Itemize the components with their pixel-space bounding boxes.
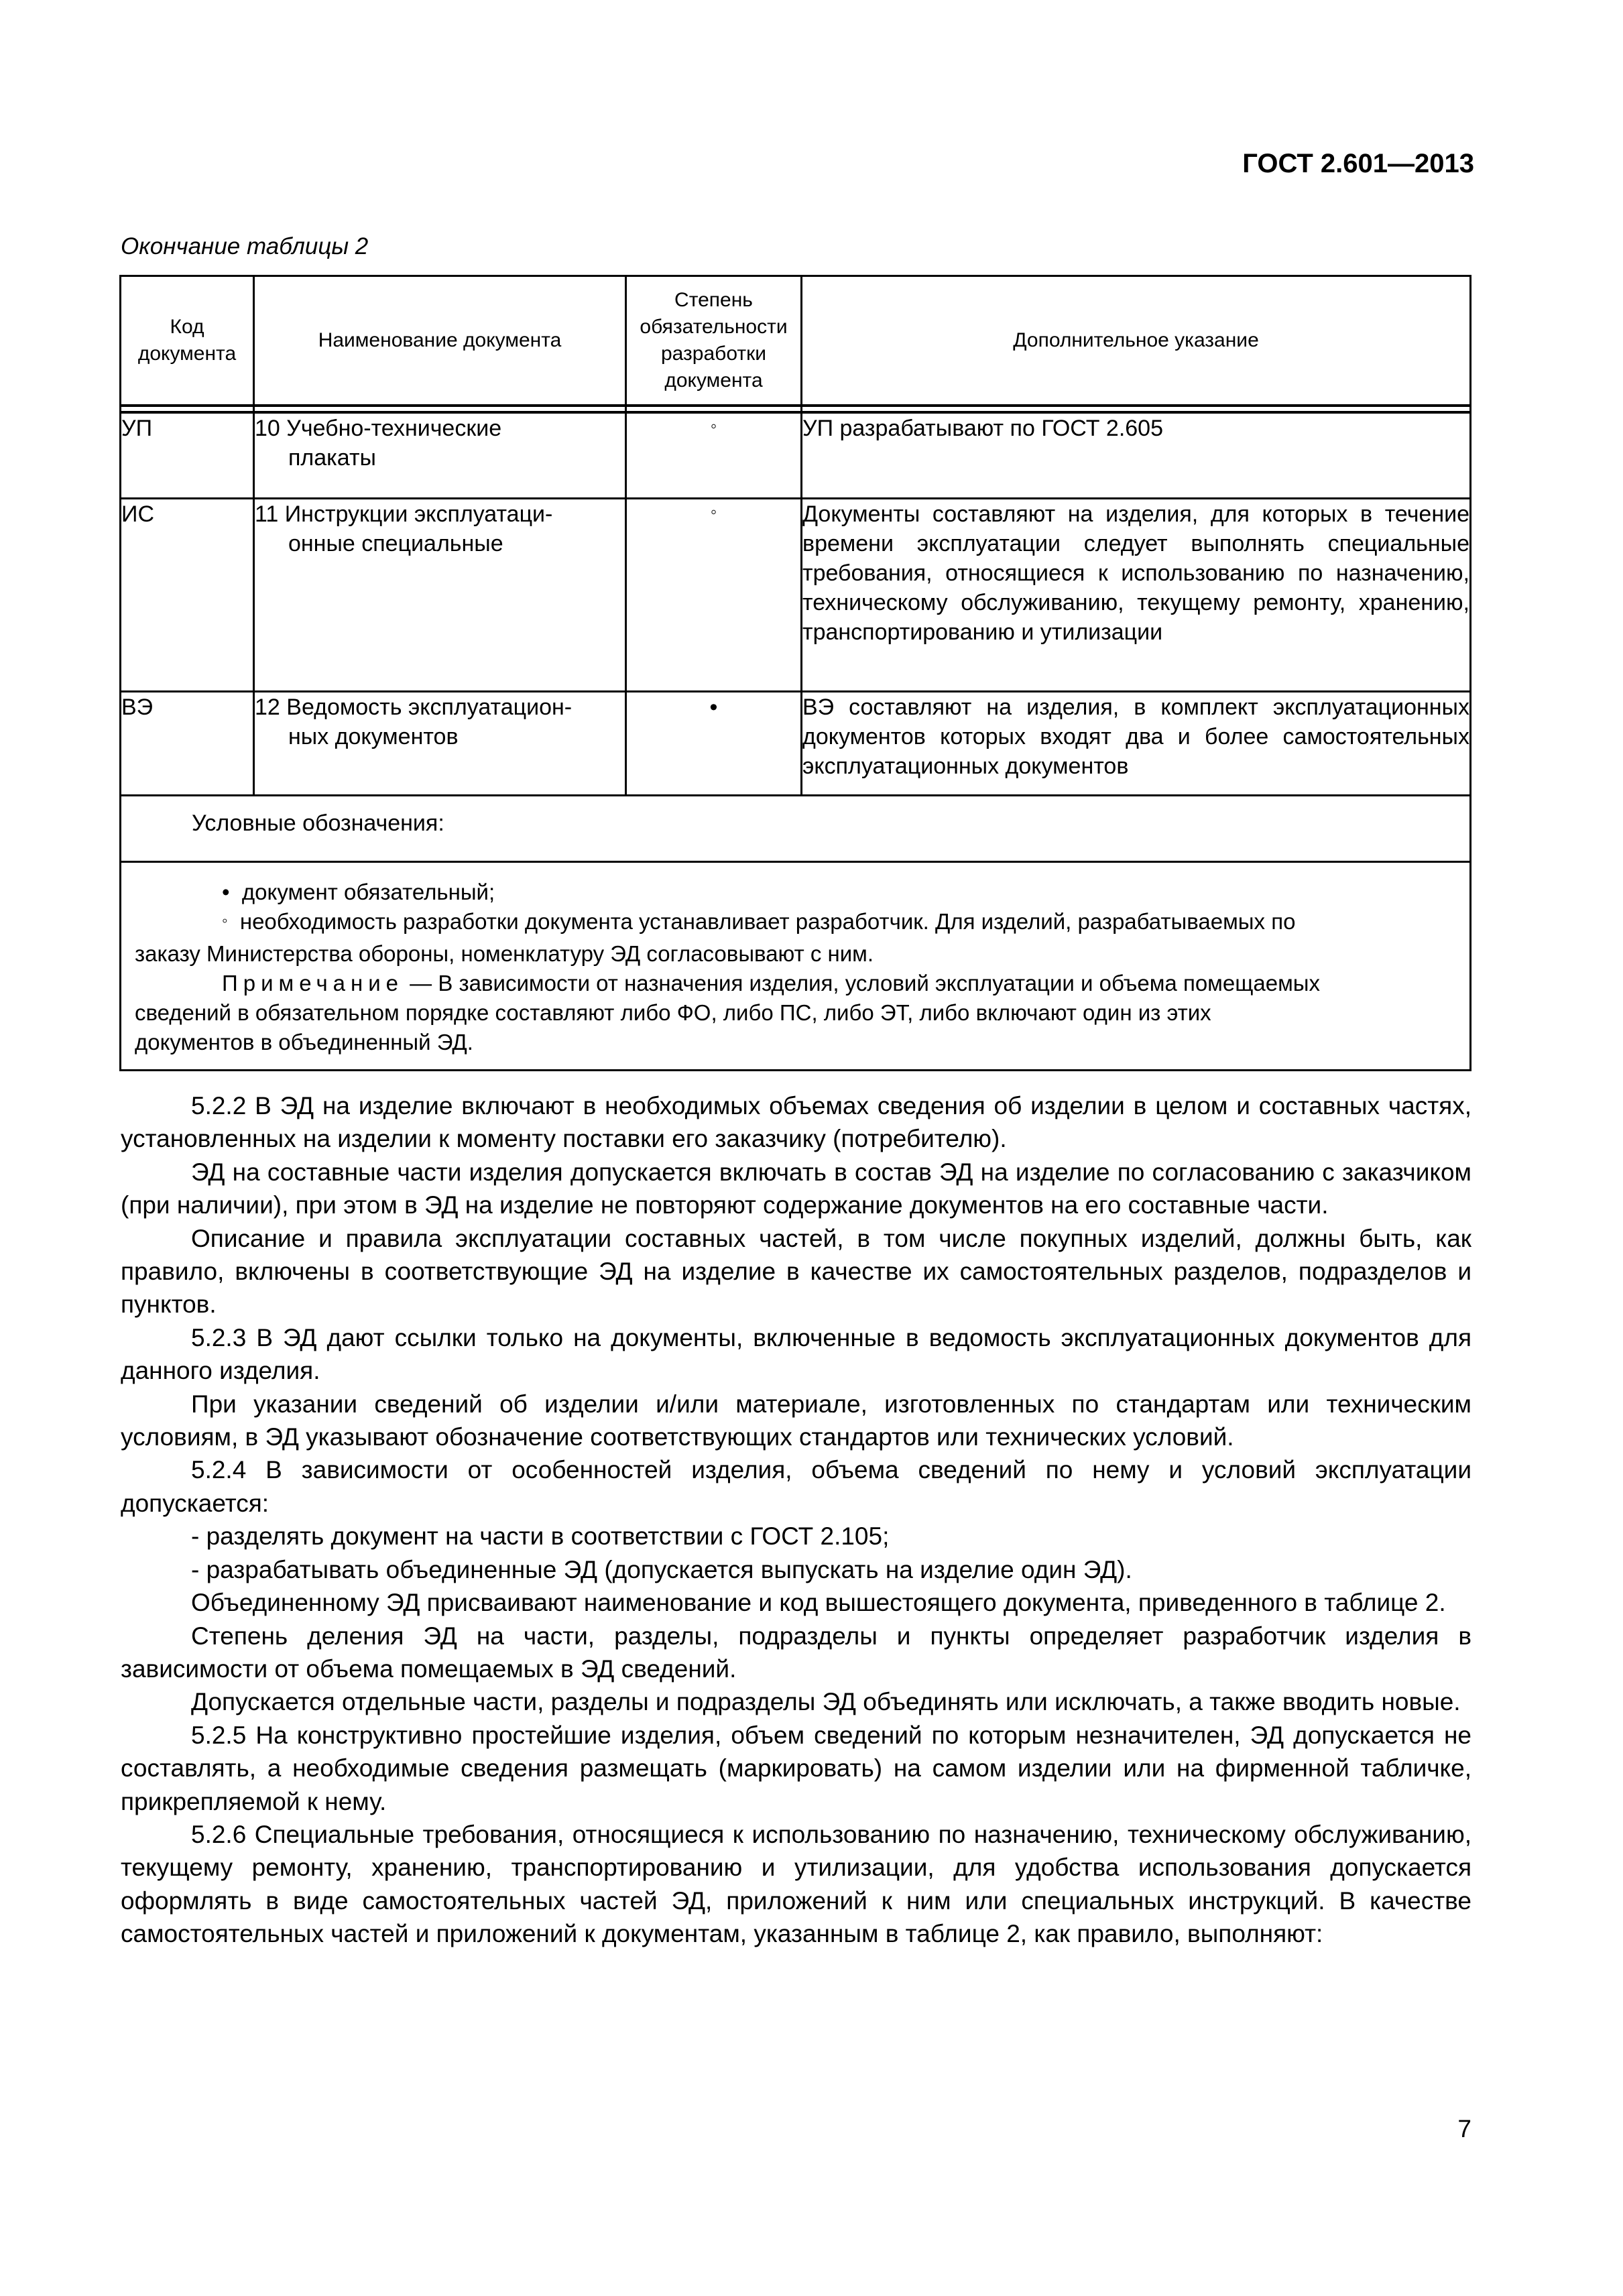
optional-mark-icon: ◦ [222,912,228,930]
paragraph: ЭД на составные части изделия допускается включать в состав ЭД на изделие по согласованию с заказчиком (при наличии), при этом в ЭД на изделие не повторяют содержание документов на его составные части. [121,1158,1471,1219]
paragraph-5-2-2: 5.2.2 В ЭД на изделие включают в необходимых объемах сведения об изделии в целом и составных частях, установленных на изделии к моменту поставки его заказчику (потребителю). [121,1092,1471,1153]
note-label: Примечание [222,971,404,995]
cell-name-line1: 12 Ведомость эксплуатацион- [255,694,573,720]
cell-degree [626,692,802,796]
column-header-degree: Степень обязательности разработки документа [626,276,802,406]
note-text: — В зависимости от назначения изделия, условий эксплуатации и объема помещаемых [404,971,1320,995]
cell-name-line1: 11 Инструкции эксплуатаци- [255,501,553,527]
documents-table [119,275,1471,1071]
column-header-name: Наименование документа [254,276,626,406]
cell-code: ВЭ [121,692,254,796]
paragraph: Допускается отдельные части, разделы и подразделы ЭД объединять или исключать, а также вводить новые. [191,1688,1461,1716]
optional-mark-icon: ◦ [710,416,717,436]
legend-body-row [121,862,1471,1071]
paragraph-5-2-5: 5.2.5 На конструктивно простейшие изделия, объем сведений по которым незначителен, ЭД допускается не составлять, а необходимые сведения размещать (маркировать) на самом изделии или на фирменной табличке, прикрепляемой к нему. [121,1721,1471,1815]
cell-note: Документы составляют на изделия, для которых в течение времени эксплуатации следует выполнять специальные требования, относящиеся к использованию по назначению, техническому обслуживанию, текущему ремонту, хранению, транспортированию и утилизации [802,499,1471,692]
cell-code: ИС [121,499,254,692]
page-number: 7 [1457,2115,1471,2142]
legend-mandatory-text: документ обязательный; [241,880,495,904]
paragraph: При указании сведений об изделии и/или материале, изготовленных по стандартам или техническим условиям, в ЭД указывают обозначение соответствующих стандартов или технических условий. [121,1390,1471,1451]
paragraph: Описание и правила эксплуатации составных частей, в том числе покупных изделий, должны быть, как правило, включены в соответствующие ЭД на изделие в качестве их самостоятельных разделов, подразделов и пунктов. [121,1224,1471,1319]
cell-name [254,499,626,692]
cell-name-line2: плакаты [288,445,376,471]
legend-optional-cont: заказу Министерства обороны, номенклатуру ЭД согласовывают с ним. [135,941,874,966]
paragraph-5-2-4: 5.2.4 В зависимости от особенностей изделия, объема сведений по нему и условий эксплуатации допускается: [121,1456,1471,1517]
paragraph: Степень деления ЭД на части, разделы, подразделы и пункты определяет разработчик изделия в зависимости от объема помещаемых в ЭД сведений. [121,1622,1471,1683]
cell-name-line2: онные специальные [288,531,503,556]
column-header-note: Дополнительное указание [802,276,1471,406]
legend-title-row [121,796,1471,862]
paragraph-5-2-6: 5.2.6 Специальные требования, относящиеся к использованию по назначению, техническому обслуживанию, текущему ремонту, хранению, транспортированию и утилизации, для удобства использования допускается оформлять в виде самостоятельных частей ЭД, приложений к ним или специальных инструкций. В качестве самостоятельных частей и приложений к документам, указанным в таблице 2, как правило, выполняют: [121,1820,1471,1948]
body-text [121,1089,1471,1951]
legend-mandatory [135,878,1451,907]
table-header-row [121,276,1471,406]
cell-name-line1: 10 Учебно-технические [255,416,502,441]
legend-body [121,862,1471,1071]
list-item: - разрабатывать объединенные ЭД (допускается выпускать на изделие один ЭД). [191,1555,1132,1583]
cell-note: ВЭ составляют на изделия, в комплект эксплуатационных документов которых входят два и более самостоятельных эксплуатационных документов [802,692,1471,796]
header-double-rule [121,406,1471,412]
table-row [121,499,1471,692]
cell-code: УП [121,412,254,499]
legend-note [135,969,1451,998]
cell-name-line2: ных документов [288,724,459,749]
table-row [121,412,1471,499]
cell-degree [626,499,802,692]
column-header-code: Код документа [121,276,254,406]
list-item: - разделять документ на части в соответствии с ГОСТ 2.105; [191,1522,890,1551]
legend-note-line2: сведений в обязательном порядке составляют либо ФО, либо ПС, либо ЭТ, либо включают один из этих [135,1000,1211,1025]
cell-degree [626,412,802,499]
cell-note: УП разрабатывают по ГОСТ 2.605 [802,412,1471,499]
legend-note-line3: документов в объединенный ЭД. [135,1030,473,1054]
document-code-header: ГОСТ 2.601—2013 [1242,149,1474,178]
table-caption: Окончание таблицы 2 [121,233,369,259]
optional-mark-icon: ◦ [710,501,717,522]
paragraph-5-2-3: 5.2.3 В ЭД дают ссылки только на документы, включенные в ведомость эксплуатационных документов для данного изделия. [121,1323,1471,1385]
legend-title: Условные обозначения: [121,796,1471,862]
legend-optional-text: необходимость разработки документа устанавливает разработчик. Для изделий, разрабатываемых по [239,909,1296,934]
mandatory-mark-icon: • [222,880,230,904]
table-row [121,692,1471,796]
paragraph: Объединенному ЭД присваивают наименование и код вышестоящего документа, приведенного в таблице 2. [191,1589,1446,1617]
mandatory-mark-icon: • [709,694,718,720]
cell-name [254,692,626,796]
cell-name [254,412,626,499]
legend-optional [135,907,1451,939]
